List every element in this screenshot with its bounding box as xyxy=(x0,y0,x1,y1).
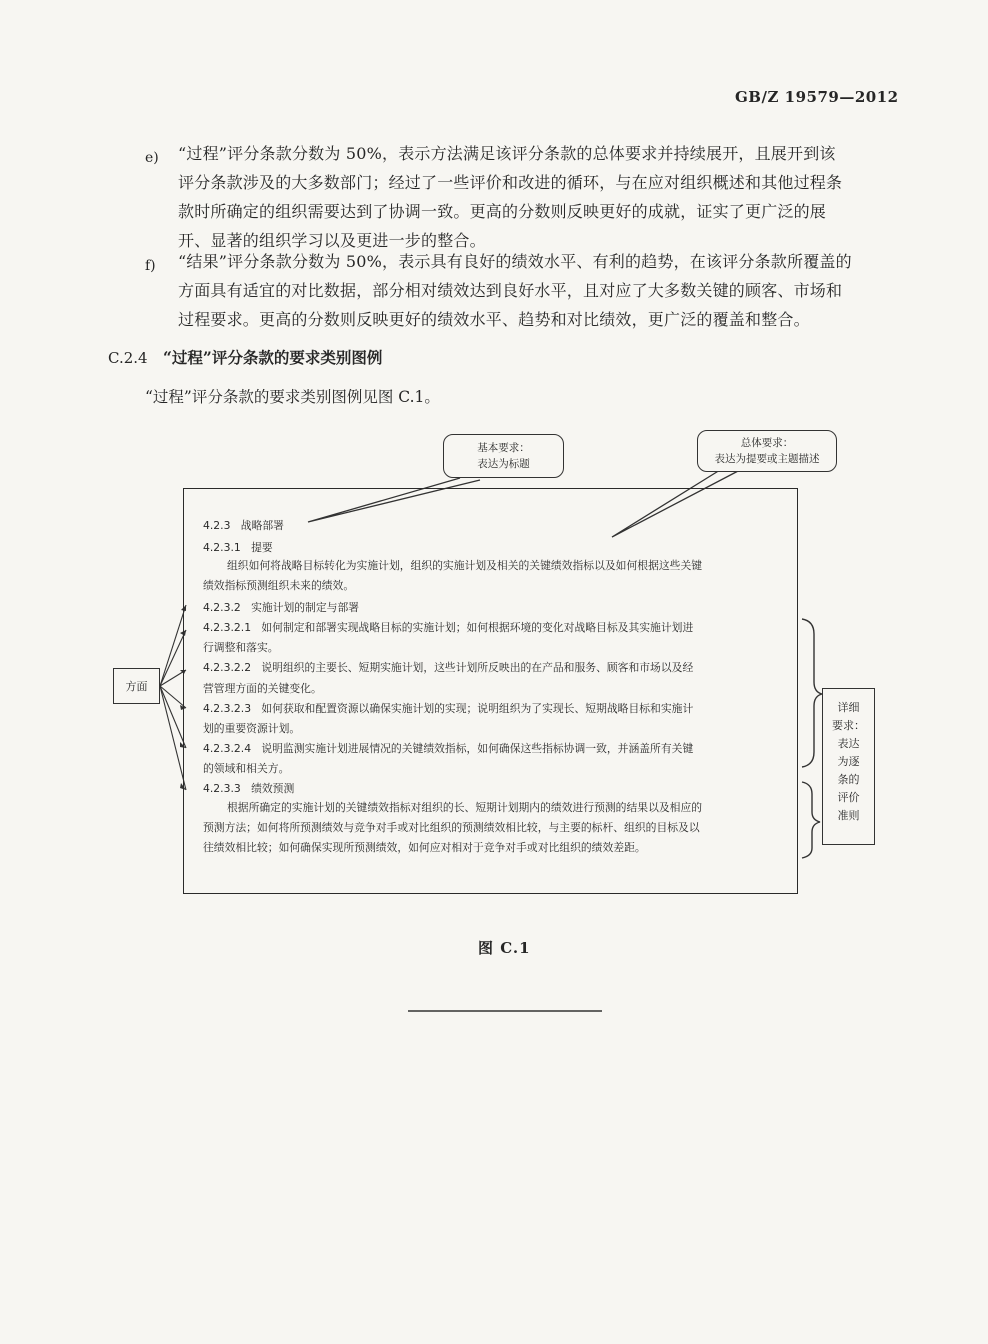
figure-line: 4.2.3 战略部署 xyxy=(203,519,284,532)
figure-caption: 图 C.1 xyxy=(478,939,531,957)
figure-line: 行调整和落实。 xyxy=(203,641,279,654)
aspect-box xyxy=(113,668,160,704)
figure-line: 4.2.3.2.2 说明组织的主要长、短期实施计划，这些计划所反映出的在产品和服务、顾客和市场以及经 xyxy=(203,661,694,674)
callout-line: 基本要求： xyxy=(477,442,530,454)
text-line: 款时所确定的组织需要达到了协调一致。更高的分数则反映更好的成就，证实了更广泛的展 xyxy=(178,202,827,221)
item-f-label: f) xyxy=(145,258,156,274)
detail-line: 要求： xyxy=(832,719,865,732)
figure-line: 营管理方面的关键变化。 xyxy=(203,682,322,695)
detail-line: 条的 xyxy=(837,773,860,786)
callout-line: 表达为标题 xyxy=(477,458,530,470)
figure-line: 4.2.3.2 实施计划的制定与部署 xyxy=(203,601,360,614)
figure-line: 往绩效相比较；如何确保实现所预测绩效，如何应对相对于竞争对手或对比组织的绩效差距。 xyxy=(203,841,646,854)
text-line: “过程”评分条款分数为 50%，表示方法满足该评分条款的总体要求并持续展开，且展开到该 xyxy=(178,144,836,163)
aspect-label: 方面 xyxy=(125,680,148,693)
detail-line: 评价 xyxy=(837,791,860,804)
basic-requirement-callout xyxy=(443,434,564,478)
figure-line: 组织如何将战略目标转化为实施计划，组织的实施计划及相关的关键绩效指标以及如何根据这些关键 xyxy=(227,559,703,572)
section-number: C.2.4 xyxy=(108,349,148,367)
item-e-label: e) xyxy=(145,150,159,166)
text-line: 过程要求。更高的分数则反映更好的绩效水平、趋势和对比绩效，更广泛的覆盖和整合。 xyxy=(178,310,810,329)
text-line: “结果”评分条款分数为 50%，表示具有良好的绩效水平、有利的趋势，在该评分条款所覆盖的 xyxy=(178,252,852,271)
figure-line: 根据所确定的实施计划的关键绩效指标对组织的长、短期计划期内的绩效进行预测的结果以及相应的 xyxy=(227,801,703,814)
figure-line: 划的重要资源计划。 xyxy=(203,722,301,735)
figure-line: 4.2.3.2.3 如何获取和配置资源以确保实施计划的实现；说明组织为了实现长、短期战略目标和实施计 xyxy=(203,702,694,715)
overall-requirement-callout xyxy=(697,430,837,472)
figure-line: 4.2.3.2.4 说明监测实施计划进展情况的关键绩效指标，如何确保这些指标协调一致，并涵盖所有关键 xyxy=(203,742,694,755)
figure-line: 4.2.3.2.1 如何制定和部署实现战略目标的实施计划；如何根据环境的变化对战略目标及其实施计划进 xyxy=(203,621,694,634)
brace-lower xyxy=(802,782,820,858)
detail-requirement-box xyxy=(822,688,875,845)
detail-line: 详细 xyxy=(837,701,860,714)
figure-line: 4.2.3.1 提要 xyxy=(203,541,273,554)
document-code: GB/Z 19579—2012 xyxy=(735,88,899,106)
figure-line: 的领域和相关方。 xyxy=(203,762,290,775)
callout-line: 表达为提要或主题描述 xyxy=(714,453,820,465)
section-title: “过程”评分条款的要求类别图例 xyxy=(162,348,383,367)
callout-line: 总体要求： xyxy=(740,437,794,449)
figure-line: 绩效指标预测组织未来的绩效。 xyxy=(203,579,355,592)
text-line: 开、显著的组织学习以及更进一步的整合。 xyxy=(178,231,486,250)
detail-line: 为逐 xyxy=(837,755,860,768)
figure-line: 4.2.3.3 绩效预测 xyxy=(203,782,295,795)
brace-upper xyxy=(802,619,822,767)
text-line: 评分条款涉及的大多数部门；经过了一些评价和改进的循环，与在应对组织概述和其他过程条 xyxy=(178,173,843,192)
detail-line: 准则 xyxy=(837,809,860,822)
detail-line: 表达 xyxy=(837,737,860,750)
figure-line: 预测方法；如何将所预测绩效与竞争对手或对比组织的预测绩效相比较，与主要的标杆、组织的目标及以 xyxy=(203,821,700,834)
text-line: 方面具有适宜的对比数据，部分相对绩效达到良好水平，且对应了大多数关键的顾客、市场和 xyxy=(178,281,843,300)
intro-sentence: “过程”评分条款的要求类别图例见图 C.1。 xyxy=(145,388,440,406)
